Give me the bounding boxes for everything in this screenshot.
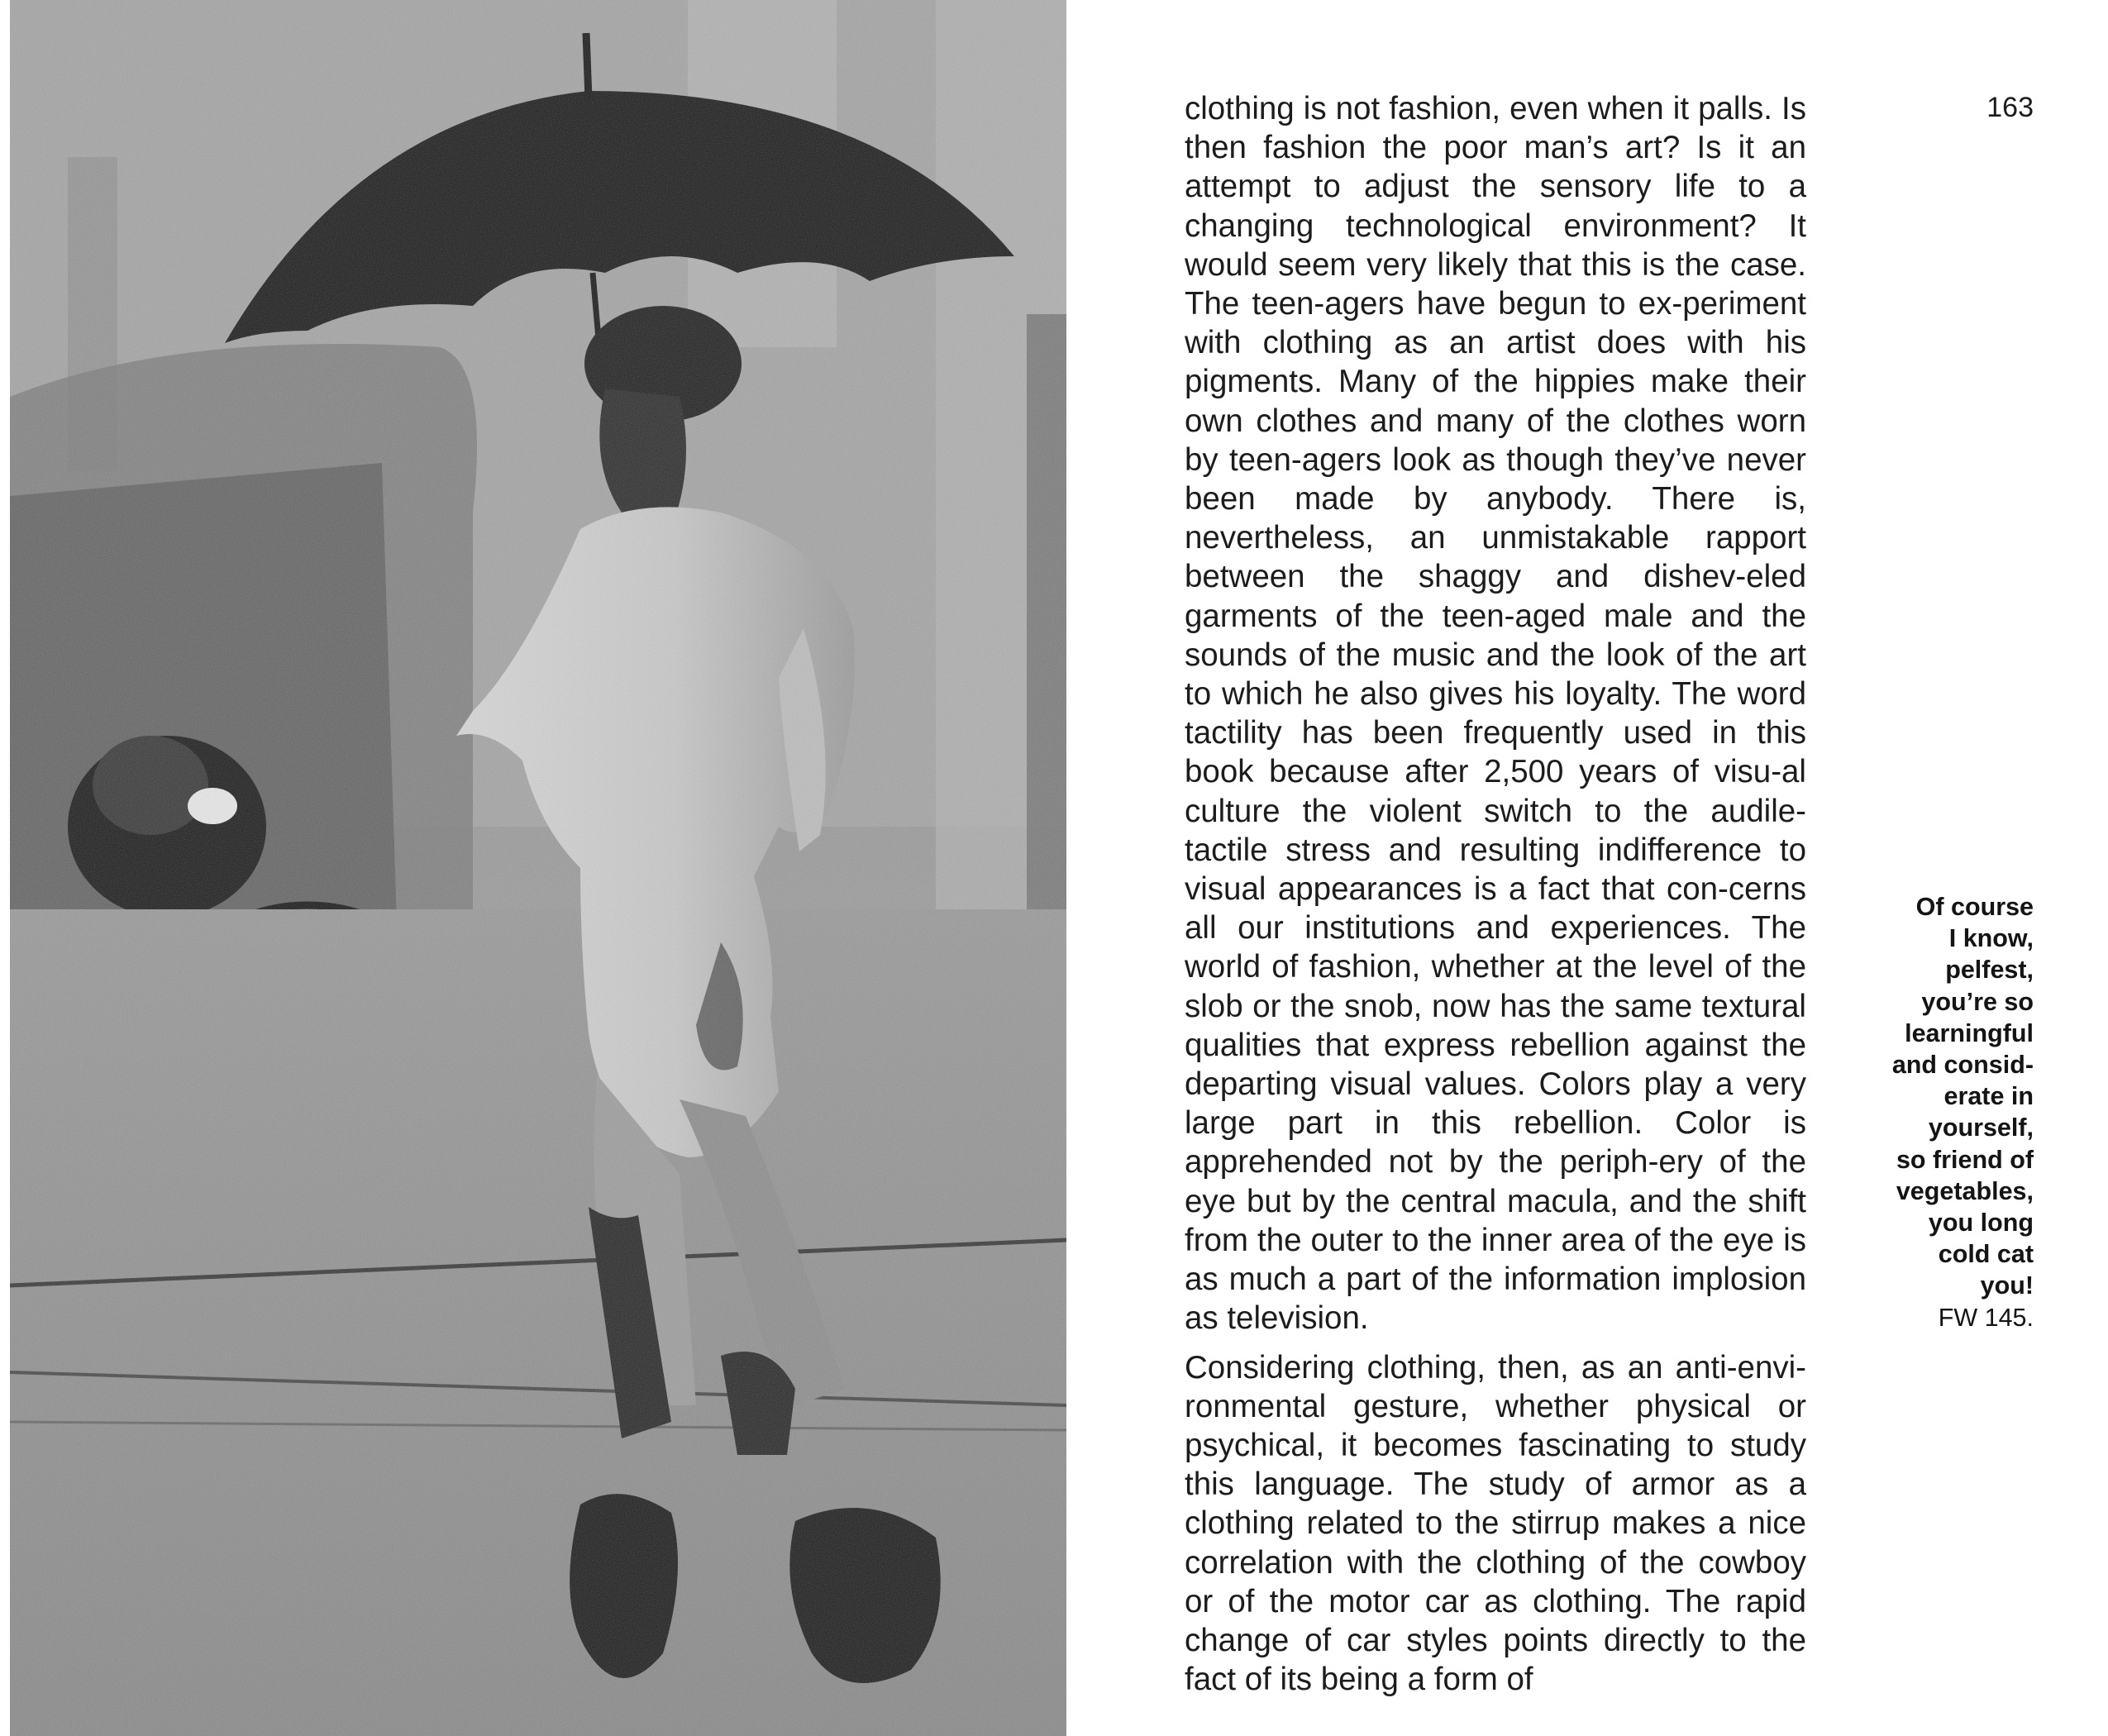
quote-line: so friend of [1896, 1145, 2034, 1174]
quotation-citation: FW 145. [1938, 1303, 2034, 1332]
quote-line: and consid- [1891, 1051, 2034, 1080]
quote-line: pelfest, [1945, 956, 2034, 985]
page-number: 163 [1986, 92, 2034, 123]
photo-illustration [10, 0, 1066, 1736]
paragraph-2: Considering clothing, then, as an anti-envi-ronmental gesture, whether physical or psychical, it becomes fascinating to study this language. The study of armor as a clothing related to the stirrup makes a nice correlation with the clothing of the cowboy or of the motor car as clothing. The rapid change of car styles points directly to the fact of its being a form of [1185, 1349, 1806, 1698]
quote-line: Of course [1915, 893, 2034, 921]
quote-line: learningful [1905, 1018, 2034, 1047]
quote-line: vegetables, [1896, 1176, 2034, 1205]
paragraph-1: clothing is not fashion, even when it palls. Is then fashion the poor man’s art? Is it an attempt to adjust the sensory life to a changing technological environment? It would seem very likely that this is the case. The teen-agers have begun to ex-periment with clothing as an artist does with his pigments. Many of the hippies make their own clothes and many of the clothes worn by teen-agers look as though they’ve never been made by anybody. There is, nevertheless, an unmistakable rapport between the shaggy and dishev-eled garments of the teen-aged male and the sounds of the music and the look of the art to which he also gives his loyalty. The word tactility has been frequently used in this book because after 2,500 years of visu-al culture the violent switch to the audile-tactile stress and resulting indifference to visual appearances is a fact that con-cerns all our institutions and experiences. The world of fashion, whether at the level of the slob or the snob, now has the same textural qualities that express rebellion against the departing visual values. Colors play a very large part in this rebellion. Color is apprehended not by the periph-ery of the eye but by the central macula, and the shift from the outer to the inner area of the eye is as much a part of the information implosion as television. [1185, 91, 1806, 1337]
quote-line: I know, [1948, 924, 2034, 953]
quote-line: you! [1980, 1271, 2034, 1300]
quote-line: erate in [1943, 1082, 2034, 1111]
photograph [10, 0, 1066, 1736]
quote-line: yourself, [1928, 1114, 2034, 1142]
quote-line: cold cat [1938, 1240, 2034, 1269]
quote-line: you’re so [1921, 987, 2034, 1016]
margin-quotation [1835, 891, 2034, 1333]
body-text [1185, 89, 1806, 1699]
quote-line: you long [1928, 1209, 2034, 1238]
quotation-text [1835, 891, 2034, 1302]
